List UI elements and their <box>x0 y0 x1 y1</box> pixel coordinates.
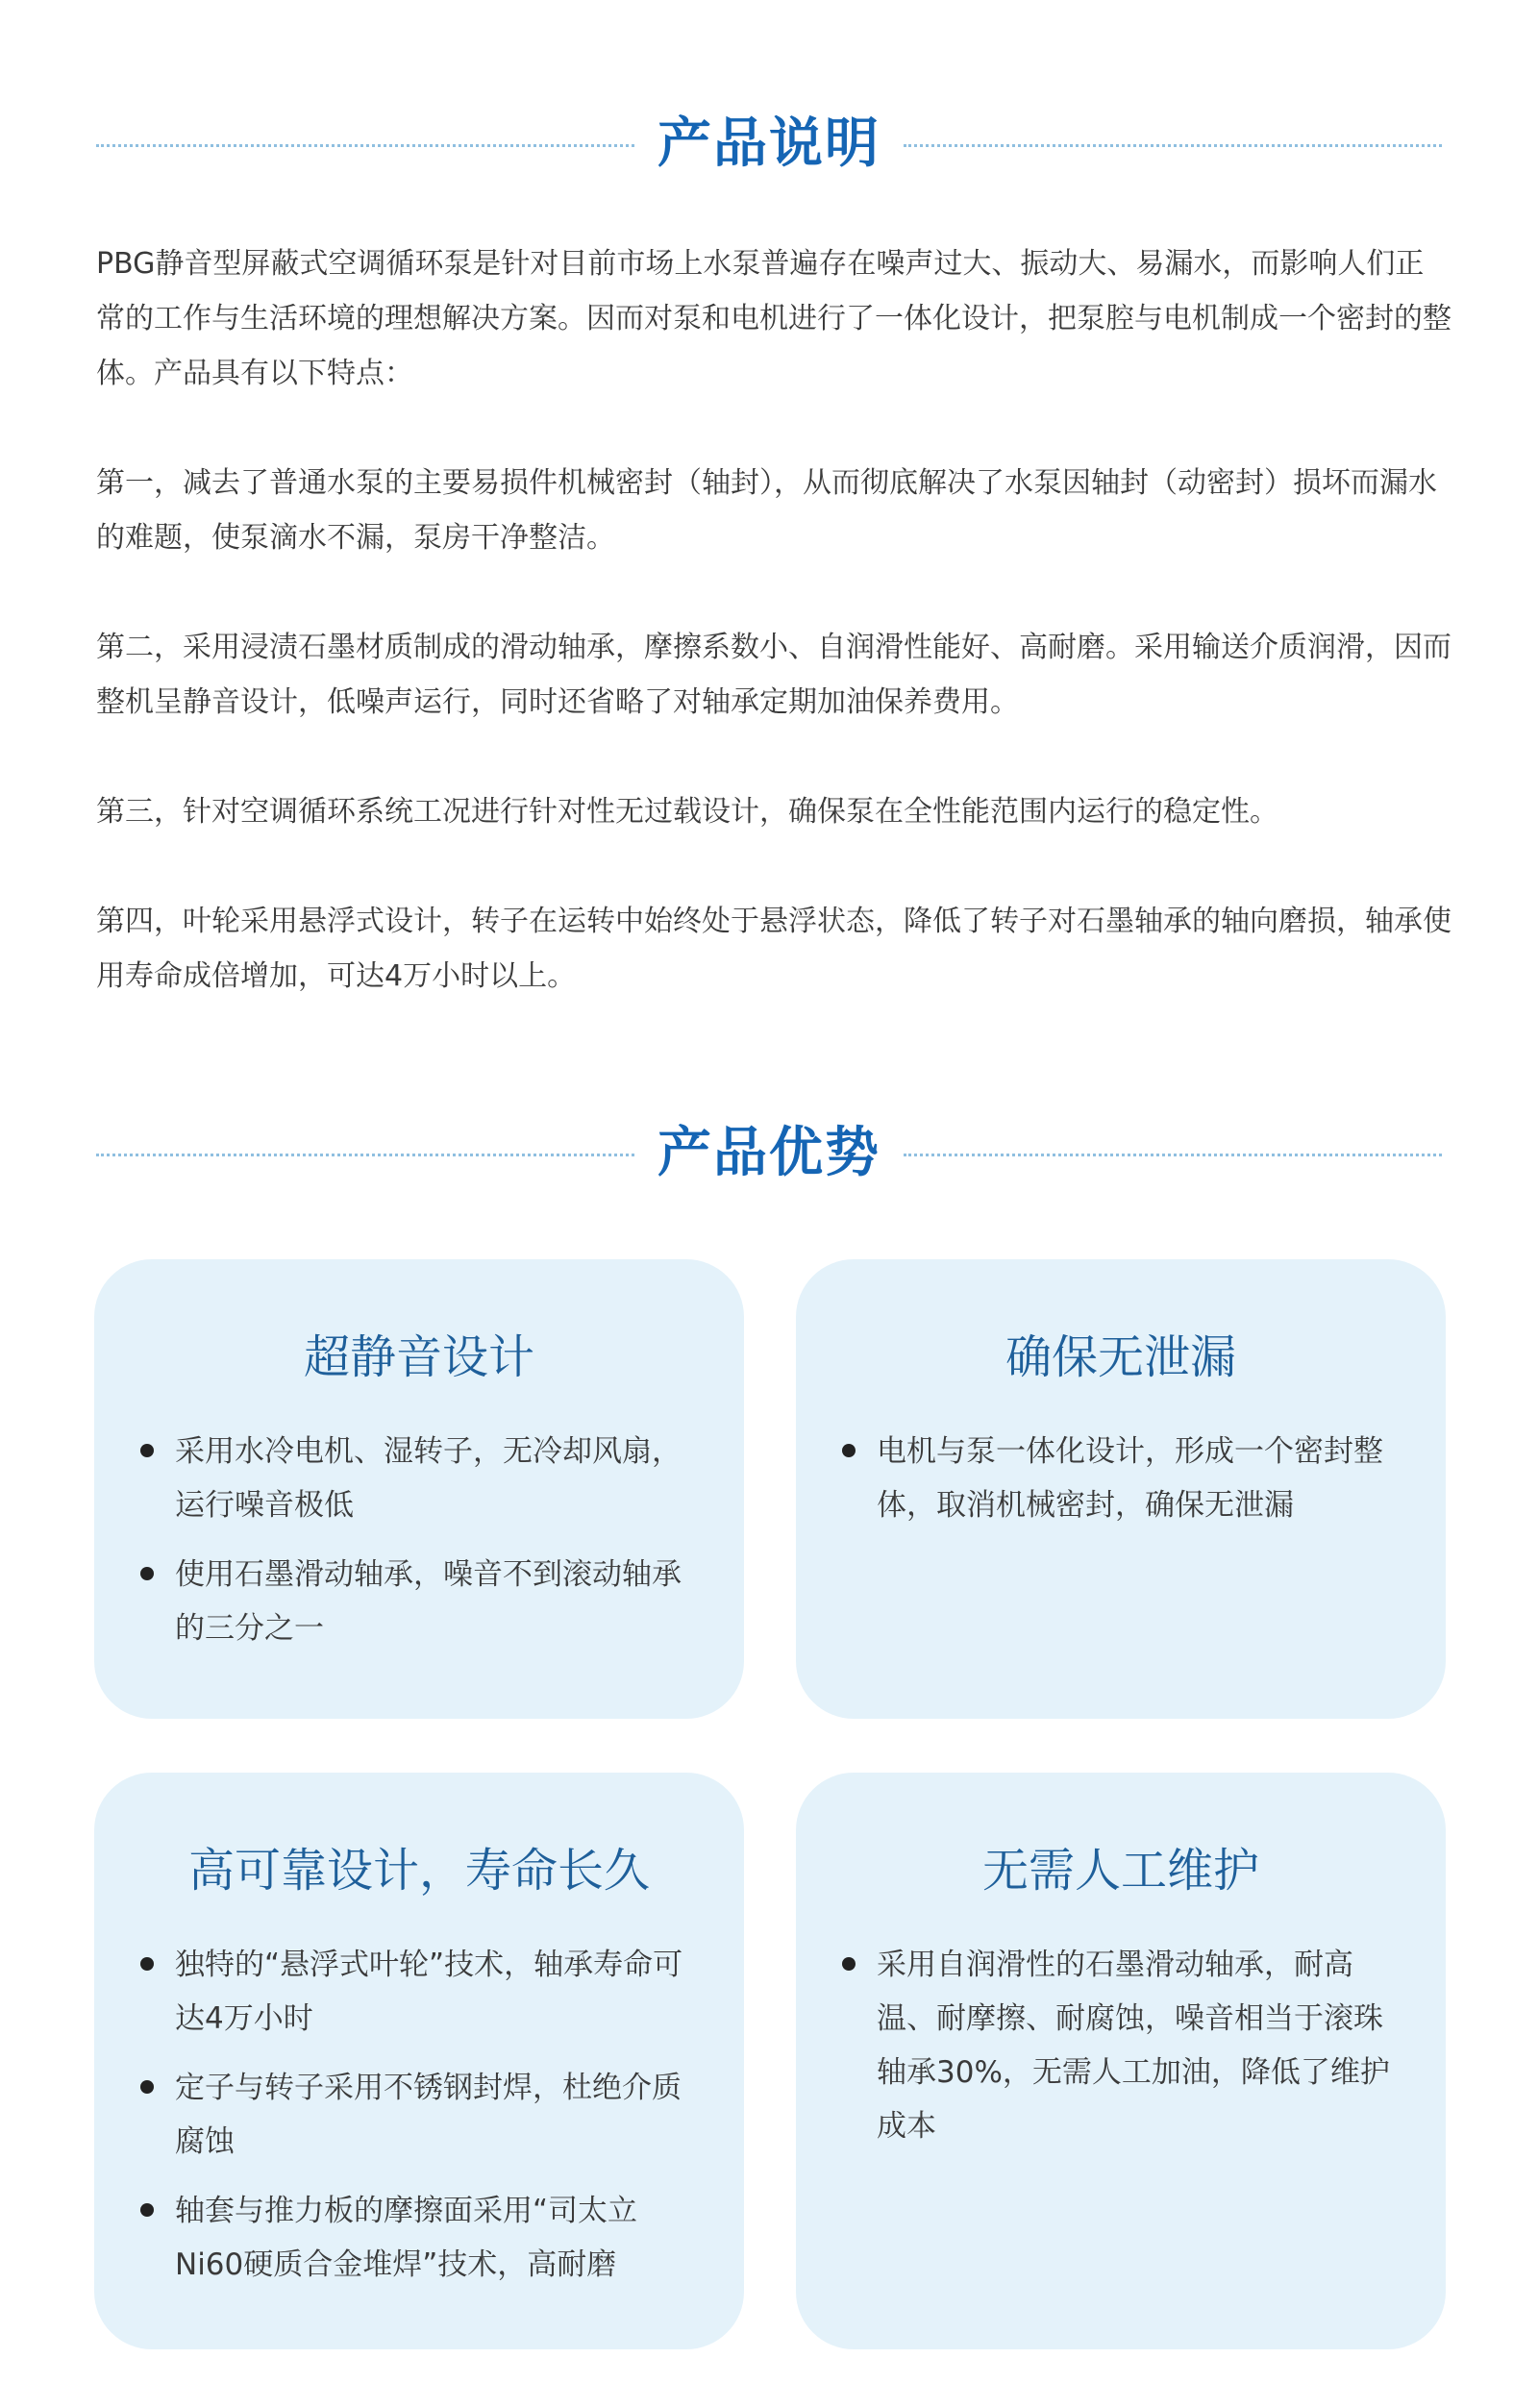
card-bullet-item <box>133 1548 706 1655</box>
section-title-description: 产品说明 <box>657 112 881 175</box>
card-bullet-text: 定子与转子采用不锈钢封焊，杜绝介质腐蚀 <box>175 2071 682 2159</box>
card-bullet-list <box>133 1425 706 1655</box>
advantage-card-quiet <box>94 1259 744 1719</box>
card-title: 高可靠设计，寿命长久 <box>187 1844 650 1898</box>
dotted-divider-left <box>96 144 634 147</box>
card-bullet-item <box>834 1425 1407 1532</box>
card-bullet-text: 轴套与推力板的摩擦面采用“司太立Ni60硬质合金堆焊”技术，高耐磨 <box>175 2194 638 2282</box>
section-title-advantages: 产品优势 <box>657 1122 881 1184</box>
card-title: 超静音设计 <box>303 1330 534 1384</box>
card-bullet-item <box>834 1938 1407 2153</box>
card-bullet-list <box>133 1938 706 2292</box>
section-header-advantages <box>0 1115 1538 1192</box>
card-bullet-list <box>834 1938 1407 2153</box>
dotted-divider-right <box>904 144 1442 147</box>
product-description <box>96 236 1451 1004</box>
card-bullet-item <box>133 2184 706 2292</box>
bullet-dot-icon <box>842 1957 856 1971</box>
advantage-card-no-leak <box>796 1259 1446 1719</box>
description-paragraph: 第二，采用浸渍石墨材质制成的滑动轴承，摩擦系数小、自润滑性能好、高耐磨。采用输送介质润滑，因而整机呈静音设计，低噪声运行，同时还省略了对轴承定期加油保养费用。 <box>96 631 1451 719</box>
card-title: 确保无泄漏 <box>1005 1330 1236 1384</box>
bullet-dot-icon <box>842 1444 856 1457</box>
description-paragraph: 第四，叶轮采用悬浮式设计，转子在运转中始终处于悬浮状态，降低了转子对石墨轴承的轴向磨损，轴承使用寿命成倍增加，可达4万小时以上。 <box>96 905 1451 993</box>
card-bullet-item <box>133 1425 706 1532</box>
card-bullet-text: 独特的“悬浮式叶轮”技术，轴承寿命可达4万小时 <box>175 1948 683 2036</box>
dotted-divider-left <box>96 1154 634 1156</box>
advantage-card-maintenance-free <box>796 1773 1446 2349</box>
card-bullet-text: 使用石墨滑动轴承，噪音不到滚动轴承的三分之一 <box>175 1557 682 1646</box>
advantage-card-reliable <box>94 1773 744 2349</box>
description-paragraph: 第三，针对空调循环系统工况进行针对性无过载设计，确保泵在全性能范围内运行的稳定性。 <box>96 795 1278 829</box>
card-title: 无需人工维护 <box>981 1844 1259 1898</box>
card-bullet-list <box>834 1425 1407 1532</box>
bullet-dot-icon <box>140 1444 154 1457</box>
dotted-divider-right <box>904 1154 1442 1156</box>
section-header-description <box>0 106 1538 183</box>
description-paragraph: 第一，减去了普通水泵的主要易损件机械密封（轴封），从而彻底解决了水泵因轴封（动密封）损坏而漏水的难题，使泵滴水不漏，泵房干净整洁。 <box>96 466 1437 555</box>
bullet-dot-icon <box>140 1567 154 1580</box>
description-paragraph: PBG静音型屏蔽式空调循环泵是针对目前市场上水泵普遍存在噪声过大、振动大、易漏水，而影响人们正常的工作与生活环境的理想解决方案。因而对泵和电机进行了一体化设计，把泵腔与电机制成一个密封的整体。产品具有以下特点： <box>96 247 1451 390</box>
card-bullet-text: 采用自润滑性的石墨滑动轴承，耐高温、耐摩擦、耐腐蚀，噪音相当于滚珠轴承30%，无需人工加油，降低了维护成本 <box>877 1948 1390 2144</box>
bullet-dot-icon <box>140 1957 154 1971</box>
bullet-dot-icon <box>140 2080 154 2094</box>
card-bullet-item <box>133 2061 706 2169</box>
card-bullet-text: 电机与泵一体化设计，形成一个密封整体，取消机械密封，确保无泄漏 <box>877 1434 1383 1523</box>
card-bullet-text: 采用水冷电机、湿转子，无冷却风扇，运行噪音极低 <box>175 1434 682 1523</box>
card-bullet-item <box>133 1938 706 2046</box>
bullet-dot-icon <box>140 2203 154 2217</box>
